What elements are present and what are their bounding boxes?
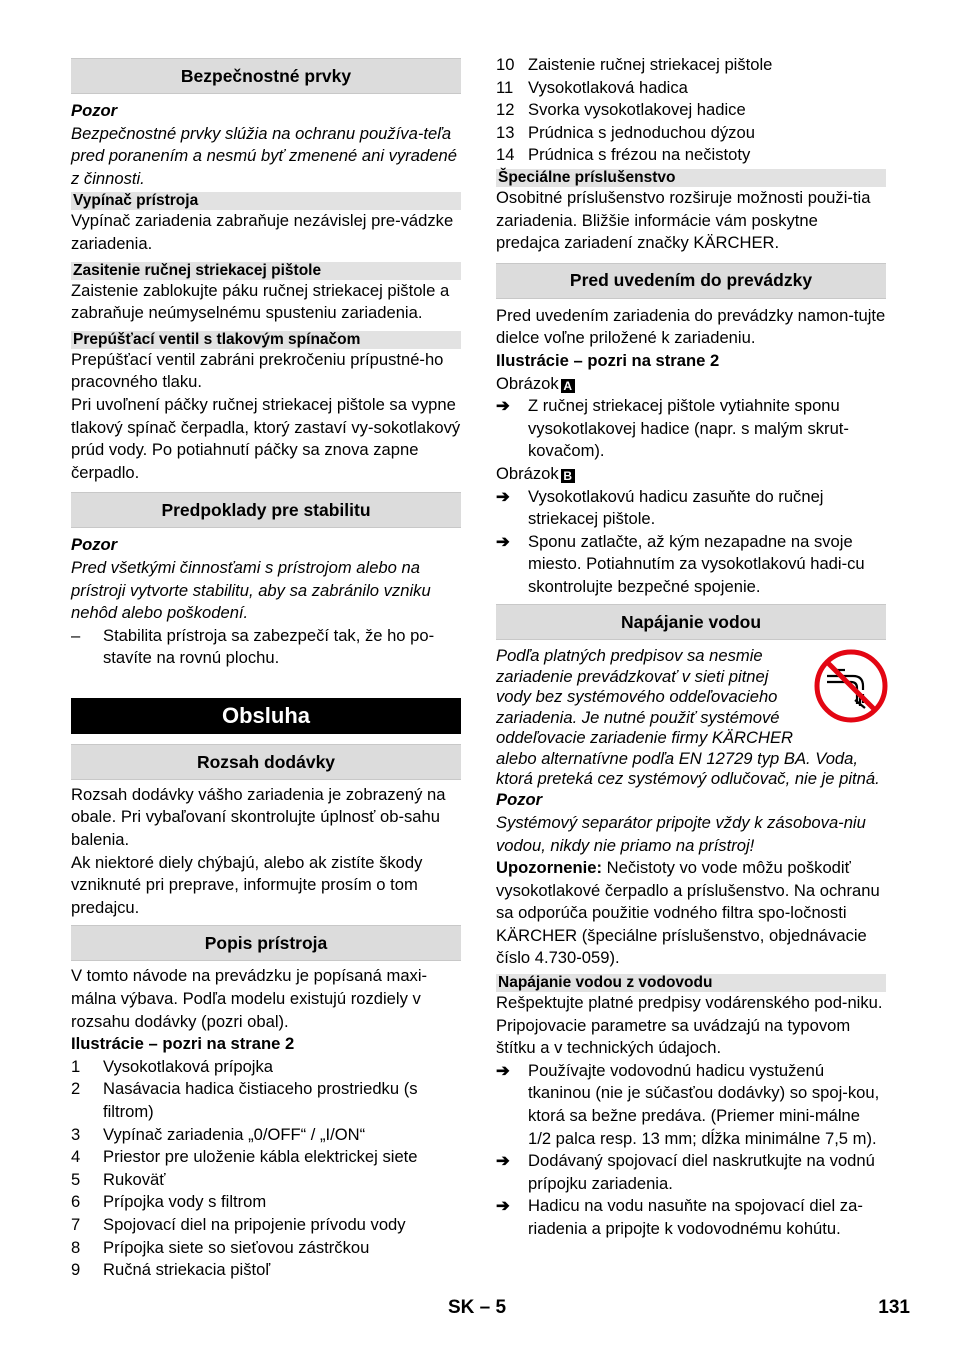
paragraph: Pri uvoľnení páčky ručnej striekacej pištole sa vypne tlakový spínač čerpadla, ktorý zastaví vy-sokotlakový prúd vody. Po potiahnutí páčky sa znova zapne čerpadlo. [71, 394, 461, 482]
caution-label: Pozor [71, 535, 118, 555]
paragraph: Rešpektujte platné predpisy vodárenského pod-niku. [496, 993, 883, 1013]
section-header-pred-uvedenim: Pred uvedením do prevádzky [496, 263, 886, 299]
subheader-prepusaci-ventil: Prepúšťací ventil s tlakovým spínačom [71, 331, 461, 349]
parts-list [71, 1056, 461, 1282]
figure-letter-b: B [561, 469, 575, 483]
arrow-right-icon: ➔ [496, 396, 510, 416]
list-item: 11 Vysokotlaková hadica [496, 77, 688, 97]
list-item: 13 Prúdnica s jednoduchou dýzou [496, 122, 755, 142]
illustrations-note: Ilustrácie – pozri na strane 2 [71, 1034, 295, 1054]
caution-text: Systémový separátor pripojte vždy k zásobova-niu vodou, nikdy nie priamo na prístroj! [496, 812, 866, 855]
caution-text: Bezpečnostné prvky slúžia na ochranu používa-teľa pred poranením a nesmú byť zmenené ani vyradené z činnosti. [71, 123, 457, 188]
no-drinking-water-icon [813, 648, 889, 724]
section-header-bezpecnostne-prvky: Bezpečnostné prvky [71, 58, 461, 94]
paragraph: Osobitné príslušenstvo rozširuje možnosti použi-tia zariadenia. Bližšie informácie vám poskytne predajca zariadení značky KÄRCHER. [496, 187, 871, 253]
paragraph: V tomto návode na prevádzku je popísaná maxi-málna výbava. Podľa modelu existujú rozdiely v rozsahu dodávky (pozri obal). [71, 966, 428, 1031]
arrow-right-icon: ➔ [496, 1151, 510, 1171]
illustrations-note: Ilustrácie – pozri na strane 2 [496, 350, 720, 370]
paragraph: Rozsah dodávky vášho zariadenia je zobrazený na obale. Pri vybaľovaní skontrolujte úplnosť ob-sahu balenia. [71, 784, 446, 850]
section-header-popis: Popis prístroja [71, 925, 461, 961]
arrow-right-icon: ➔ [496, 486, 510, 506]
footer-section-label: SK – 5 [448, 1297, 507, 1318]
list-item: 14 Prúdnica s frézou na nečistoty [496, 145, 751, 165]
caution-label: Pozor [496, 790, 543, 810]
list-item: 9 Ručná striekacia pištoľ [71, 1260, 271, 1280]
step-item: ➔ Sponu zatlačte, až kým nezapadne na svoje miesto. Potiahnutím za vysokotlakovú hadi-cu skontrolujte bezpečné spojenie. [496, 531, 886, 599]
figure-ref-b: Obrázok B [496, 463, 886, 486]
caution-text: Pred všetkými činnosťami s prístrojom alebo na prístroji vytvorte stabilitu, aby sa zabránilo vzniku nehôd alebo poškodení. [71, 557, 431, 623]
list-item: 8 Prípojka siete so sieťovou zástrčkou [71, 1237, 370, 1257]
left-column [71, 54, 461, 1282]
chapter-title-obsluha: Obsluha [71, 698, 461, 734]
paragraph: Ak niektoré diely chýbajú, alebo ak zistíte škody vzniknuté pri preprave, informujte prosím o tom predajcu. [71, 852, 423, 917]
list-item: 10 Zaistenie ručnej striekacej pištole [496, 55, 773, 74]
step-item: ➔ Vysokotlakovú hadicu zasuňte do ručnej striekacej pištole. [496, 486, 886, 531]
subheader-specialne-prislusenstvo: Špeciálne príslušenstvo [496, 169, 886, 187]
list-item: 7 Spojovací diel na pripojenie prívodu vody [71, 1214, 406, 1234]
list-item: – Stabilita prístroja sa zabezpečí tak, že ho po-stavíte na rovnú plochu. [71, 625, 461, 670]
drinking-water-warning: Podľa platných predpisov sa nesmie zariadenie prevádzkovať v sieti pitnej vody bez systémového oddeľovacieho zariadenia. Je nutné použiť systémové oddeľovacie zariadenie firmy KÄRCHER alebo alternatívne podľa EN 12729 typ BA. Voda, ktorá preteká cez systémový odlučovač, nie je pitná. [496, 646, 886, 789]
list-item: 6 Prípojka vody s filtrom [71, 1192, 267, 1212]
section-header-napajanie-vodou: Napájanie vodou [496, 604, 886, 640]
subheader-vypinac: Vypínač prístroja [71, 192, 461, 210]
section-header-stabilita: Predpoklady pre stabilitu [71, 492, 461, 528]
note-paragraph: Upozornenie: Nečistoty vo vode môžu poškodiť vysokotlakové čerpadlo a príslušenstvo. Na ochranu sa odporúča použitie vodného filtra spo-ločnosti KÄRCHER (špeciálne príslušenstvo, objednávacie číslo 4.730-059). [496, 858, 880, 968]
step-item: ➔ Používajte vodovodnú hadicu vystuženú tkaninou (nie je súčasťou dodávky) so spoj-kou, ktorá sa bežne predáva. (Priemer mini-málne 1/2 palca resp. 13 mm; dĺžka minimálne 7,5 m). [496, 1060, 886, 1150]
paragraph: Pripojovacie parametre sa uvádzajú na typovom štítku a v technických údajoch. [496, 1015, 851, 1058]
list-item: 4 Priestor pre uloženie kábla elektrickej siete [71, 1147, 418, 1167]
step-item: ➔ Hadicu na vodu nasuňte na spojovací diel za-riadenia a pripojte k vodovodnému kohútu. [496, 1195, 886, 1240]
arrow-right-icon: ➔ [496, 1196, 510, 1216]
paragraph: Vypínač zariadenia zabraňuje nezávislej pre-vádzke zariadenia. [71, 211, 454, 253]
subheader-zaistenie: Zasitenie ručnej striekacej pištole [71, 262, 461, 280]
section-header-rozsah: Rozsah dodávky [71, 744, 461, 780]
list-item: 12 Svorka vysokotlakovej hadice [496, 100, 746, 120]
paragraph: Pred uvedením zariadenia do prevádzky namon-tujte dielce voľne priložené k zariadeniu. [496, 305, 886, 348]
dash-marker: – [71, 625, 81, 645]
figure-ref-a: Obrázok A [496, 373, 886, 396]
step-item: ➔ Dodávaný spojovací diel naskrutkujte na vodnú prípojku zariadenia. [496, 1150, 886, 1195]
step-item: ➔ Z ručnej striekacej pištole vytiahnite sponu vysokotlakovej hadice (napr. s malým skrut-kovačom). [496, 395, 886, 463]
right-column [496, 54, 886, 1241]
caution-label: Pozor [71, 101, 118, 120]
footer-page-number: 131 [878, 1297, 910, 1318]
paragraph: Prepúšťací ventil zabráni prekročeniu prípustné-ho pracovného tlaku. [71, 349, 444, 392]
list-item: 1 Vysokotlaková prípojka [71, 1056, 274, 1076]
parts-list-continued [496, 54, 886, 167]
arrow-right-icon: ➔ [496, 1060, 510, 1080]
list-item: 2 Nasávacia hadica čistiaceho prostriedku (s filtrom) [71, 1079, 418, 1121]
list-item: 5 Rukoväť [71, 1169, 166, 1189]
figure-letter-a: A [561, 379, 575, 393]
paragraph: Zaistenie zablokujte páku ručnej striekacej pištole a zabraňuje neúmyselnému spusteniu zariadenia. [71, 280, 450, 323]
arrow-right-icon: ➔ [496, 531, 510, 551]
list-item: 3 Vypínač zariadenia „0/OFF“ / „I/ON“ [71, 1124, 366, 1144]
subheader-napajanie-z-vodovodu: Napájanie vodou z vodovodu [496, 974, 886, 992]
